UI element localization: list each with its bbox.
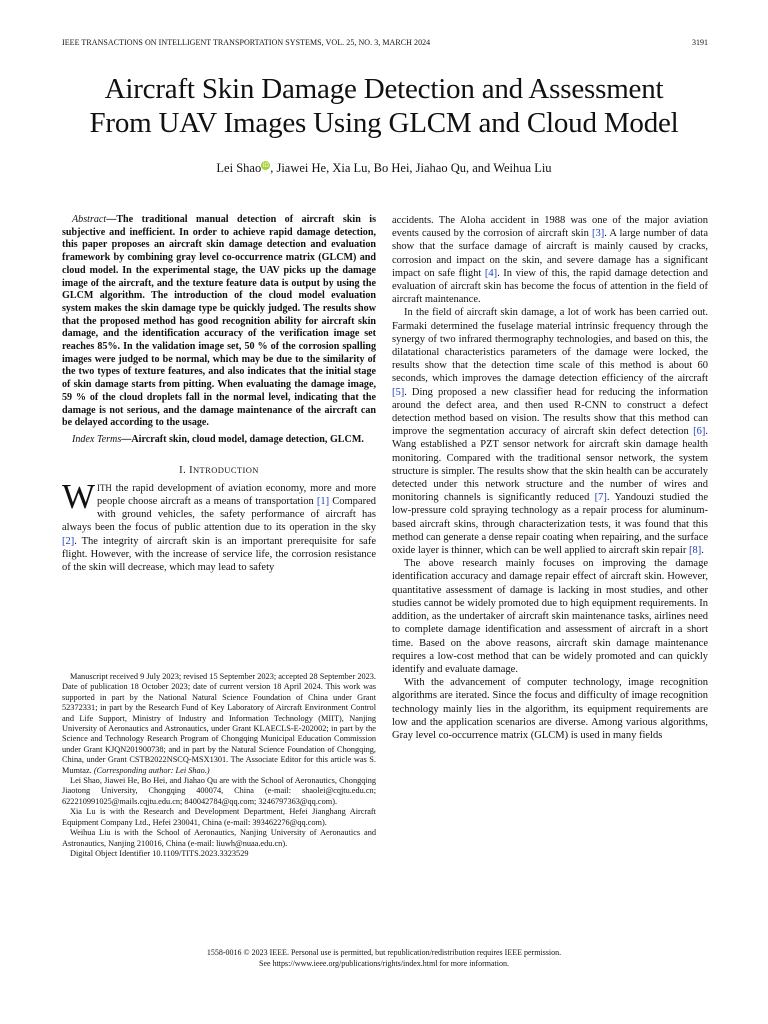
- paper-title: [40, 72, 728, 140]
- doi: Digital Object Identifier 10.1109/TITS.2023.3323529: [70, 848, 249, 858]
- author-first: Lei Shao: [216, 161, 262, 175]
- citation-link[interactable]: [4]: [484, 267, 498, 279]
- abstract: Abstract—The traditional manual detection of aircraft skin is subjective and inefficient. In order to achieve rapid damage detection, this paper proposes an aircraft skin damage detection and evaluation framework by combining gray level co-occurrence matrix (GLCM) and cloud model. In the experimental stage, the UAV picks up the damage image of the aircraft, and the texture feature data is output by using the GLCM algorithm. The introduction of the cloud model evaluation system makes the skin damage type be quickly judged. The results show that the proposed method has good recognition ability for aircraft skin damage, and the identification accuracy of the verification image set reaches 85%. In the validation image set, 50 % of the corrosion spalling images were judged to be normal, which may be due to the similarity of the two types of texture features, and also indicates that the initial stage of skin damage starts from pitting. When evaluating the damage image, 59 % of the cloud droplets fall in the normal level, indicating that the damage is not serious, and the damage maintenance of the aircraft can be delayed according to the usage.: [62, 214, 376, 429]
- drop-cap: W: [62, 476, 96, 516]
- page-number: 3191: [692, 38, 708, 47]
- citation-link[interactable]: [6]: [693, 426, 706, 438]
- footnote-manuscript: Manuscript received 9 July 2023; revised 15 September 2023; accepted 28 September 2023. Date of publication 18 October 2023; date of current version 18 April 2024. This work was supported in part by the National Natural Science Foundation of China under Grant 52372331; in part by the Research Fund of Key Laboratory of Aircraft Environment Control and Life Support, Ministry of Industry and Information Technology (MIIT), Nanjing University of Aeronautics and Astronautics, under Grant KLAECLS-E-202002; in part by the Science and Technology Research Program of Chongqing Municipal Education Commission under Grant KJQN201900738; and in part by the Natural Science Foundation of Chongqing, China, under Grant CSTB2022NSCQ-MSX1301. The Associate Editor for this article was S. Mumtaz. (Corresponding author: Lei Shao.): [62, 672, 376, 775]
- copyright-line: 1558-0016 © 2023 IEEE. Personal use is permitted, but republication/redistribution requires IEEE permission.: [206, 948, 562, 957]
- abstract-text: The traditional manual detection of aircraft skin is subjective and inefficient. In order to achieve rapid damage detection, this paper proposes an aircraft skin damage detection and evaluation framework by combining gray level co-occurrence matrix (GLCM) and cloud model. In the experimental stage, the UAV picks up the damage image of the aircraft, and the texture feature data is output by using the GLCM algorithm. The introduction of the cloud model evaluation system makes the skin damage type be quickly judged. The results show that the proposed method has good recognition ability for aircraft skin damage, and the identification accuracy of the verification image set reaches 85%. In the validation image set, 50 % of the corrosion spalling images were judged to be normal, which may be due to the similarity of the two types of texture features, and also indicates that the initial stage of skin damage starts from pitting. When evaluating the damage image, 59 % of the cloud droplets fall in the normal level, indicating that the damage is not serious, and the damage maintenance of the aircraft can be delayed according to the usage.: [62, 214, 376, 429]
- right-column: [392, 214, 708, 742]
- title-line-1: Aircraft Skin Damage Detection and Assessment: [104, 73, 664, 105]
- index-terms-label: Index Terms: [72, 433, 122, 445]
- footnote-affiliation-2: Xia Lu is with the Research and Development Department, Hefei Jianghang Aircraft Equipment Company Ltd., Hefei 230041, China (e-mail: 393462276@qq.com).: [62, 807, 376, 827]
- citation-link[interactable]: [7]: [594, 492, 607, 504]
- body-paragraph: With the advancement of computer technology, image recognition algorithms are iterated. Since the focus and difficulty of image recognition technology mainly lies in the algorithm, its equipment requirements are low and the application scenarios are diverse. Among various algorithms, Gray level co-occurrence matrix (GLCM) is used in many fields: [392, 677, 708, 741]
- citation-link[interactable]: [5]: [392, 386, 405, 398]
- title-line-2: From UAV Images Using GLCM and Cloud Model: [89, 107, 679, 139]
- orcid-icon[interactable]: iD: [262, 162, 269, 169]
- footnotes: [62, 672, 376, 859]
- citation-link[interactable]: [8]: [688, 545, 702, 557]
- rights-link-line: See https://www.ieee.org/publications/rights/index.html for more information.: [259, 958, 509, 968]
- copyright-footer: [40, 948, 728, 969]
- citation-link[interactable]: [1]: [316, 496, 330, 508]
- body-paragraph: accidents. The Aloha accident in 1988 was one of the major aviation events caused by the corrosion of aircraft skin [3]. A large number of data show that the surface damage of aircraft is mainly caused by cracks, corrosion and impact on the skin, and severe damage has a significant impact on safe flight [4]. In view of this, the rapid damage detection and evaluation of aircraft skin has become the focus of attention in the field of aircraft maintenance.: [392, 215, 708, 306]
- index-terms: Index Terms—Aircraft skin, cloud model, damage detection, GLCM.: [72, 433, 364, 445]
- abstract-label: Abstract: [72, 214, 107, 225]
- journal-name: IEEE TRANSACTIONS ON INTELLIGENT TRANSPORTATION SYSTEMS, VOL. 25, NO. 3, MARCH 2024: [62, 38, 431, 47]
- author-list: [60, 160, 708, 176]
- citation-link[interactable]: [3]: [591, 228, 605, 240]
- index-terms-text: Aircraft skin, cloud model, damage detection, GLCM.: [131, 433, 364, 445]
- body-paragraph: The above research mainly focuses on improving the damage identification accuracy and damage repair effect of aircraft skin. However, quantitative assessment of damage is lacking in most studies, and other studies cannot be widely promoted due to high equipment requirements. In addition, as the undertaker of aircraft skin maintenance tasks, airlines need to complete damage identification and assessment of aircraft in a short time. Based on the above reasons, aircraft skin damage maintenance requires a low-cost method that can be widely promoted and can quickly identify and evaluate damage.: [392, 558, 708, 675]
- running-header: [62, 38, 708, 52]
- footnote-affiliation-3: Weihua Liu is with the School of Aeronautics, Nanjing University of Aeronautics and Astronautics, Nanjing 210016, China (e-mail: liuwh@nuaa.edu.cn).: [62, 828, 376, 848]
- intro-paragraph: WITH the rapid development of aviation economy, more and more people choose aircraft as a means of transportation [1] Compared with ground vehicles, the safety performance of aircraft has always been the focus of public attention due to its operation in the sky [2]. The integrity of aircraft skin is an important prerequisite for safe flight. However, with the increase of service life, the corrosion resistance of the skin will decrease, which may lead to safety: [62, 476, 376, 574]
- footnote-affiliation-1: Lei Shao, Jiawei He, Bo Hei, and Jiahao Qu are with the School of Aeronautics, Chongqing Jiaotong University, Chongqing 400074, China (e-mail: shaolei@cqjtu.edu.cn; 622210991025@mails.cqjtu.edu.cn; 840042784@qq.com; 3246797363@qq.com).: [62, 776, 376, 806]
- left-column: [62, 214, 376, 574]
- body-paragraph: In the field of aircraft skin damage, a lot of work has been carried out. Farmaki determined the fuselage material intrinsic frequency through the synergy of two infrared thermography technologies, and based on this, the dilatational characteristics parameters of the damage were locked, the results show that the detection time scale of this method is about 60 seconds, which improves the damage detection efficiency of the aircraft [5]. Ding proposed a new classifier head for reducing the information around the defect area, and then used R-CNN to construct a defect detection method based on vision. The results show that this method can improve the segmentation accuracy of aircraft skin defect detection [6]. Wang established a PZT sensor network for aircraft skin damage health monitoring. Compared with the traditional sensor network, the system structure is simpler. The results show that the skin health can be accurately detected under this network structure and the number of wires and monitoring channels is significantly reduced [7]. Yandouzi studied the low-pressure cold spraying technology as a repair process for aluminum-based aircraft skins, through characterization tests, it was found that this method can generate a dense repair coating when repairing, and the surface oxide layer is thinner, which can be well applied to aircraft skin repair [8].: [392, 307, 709, 557]
- author-rest: , Jiawei He, Xia Lu, Bo Hei, Jiahao Qu, and Weihua Liu: [270, 161, 552, 175]
- section-heading-introduction: I. INTRODUCTION: [179, 464, 259, 476]
- citation-link[interactable]: [2]: [62, 535, 75, 547]
